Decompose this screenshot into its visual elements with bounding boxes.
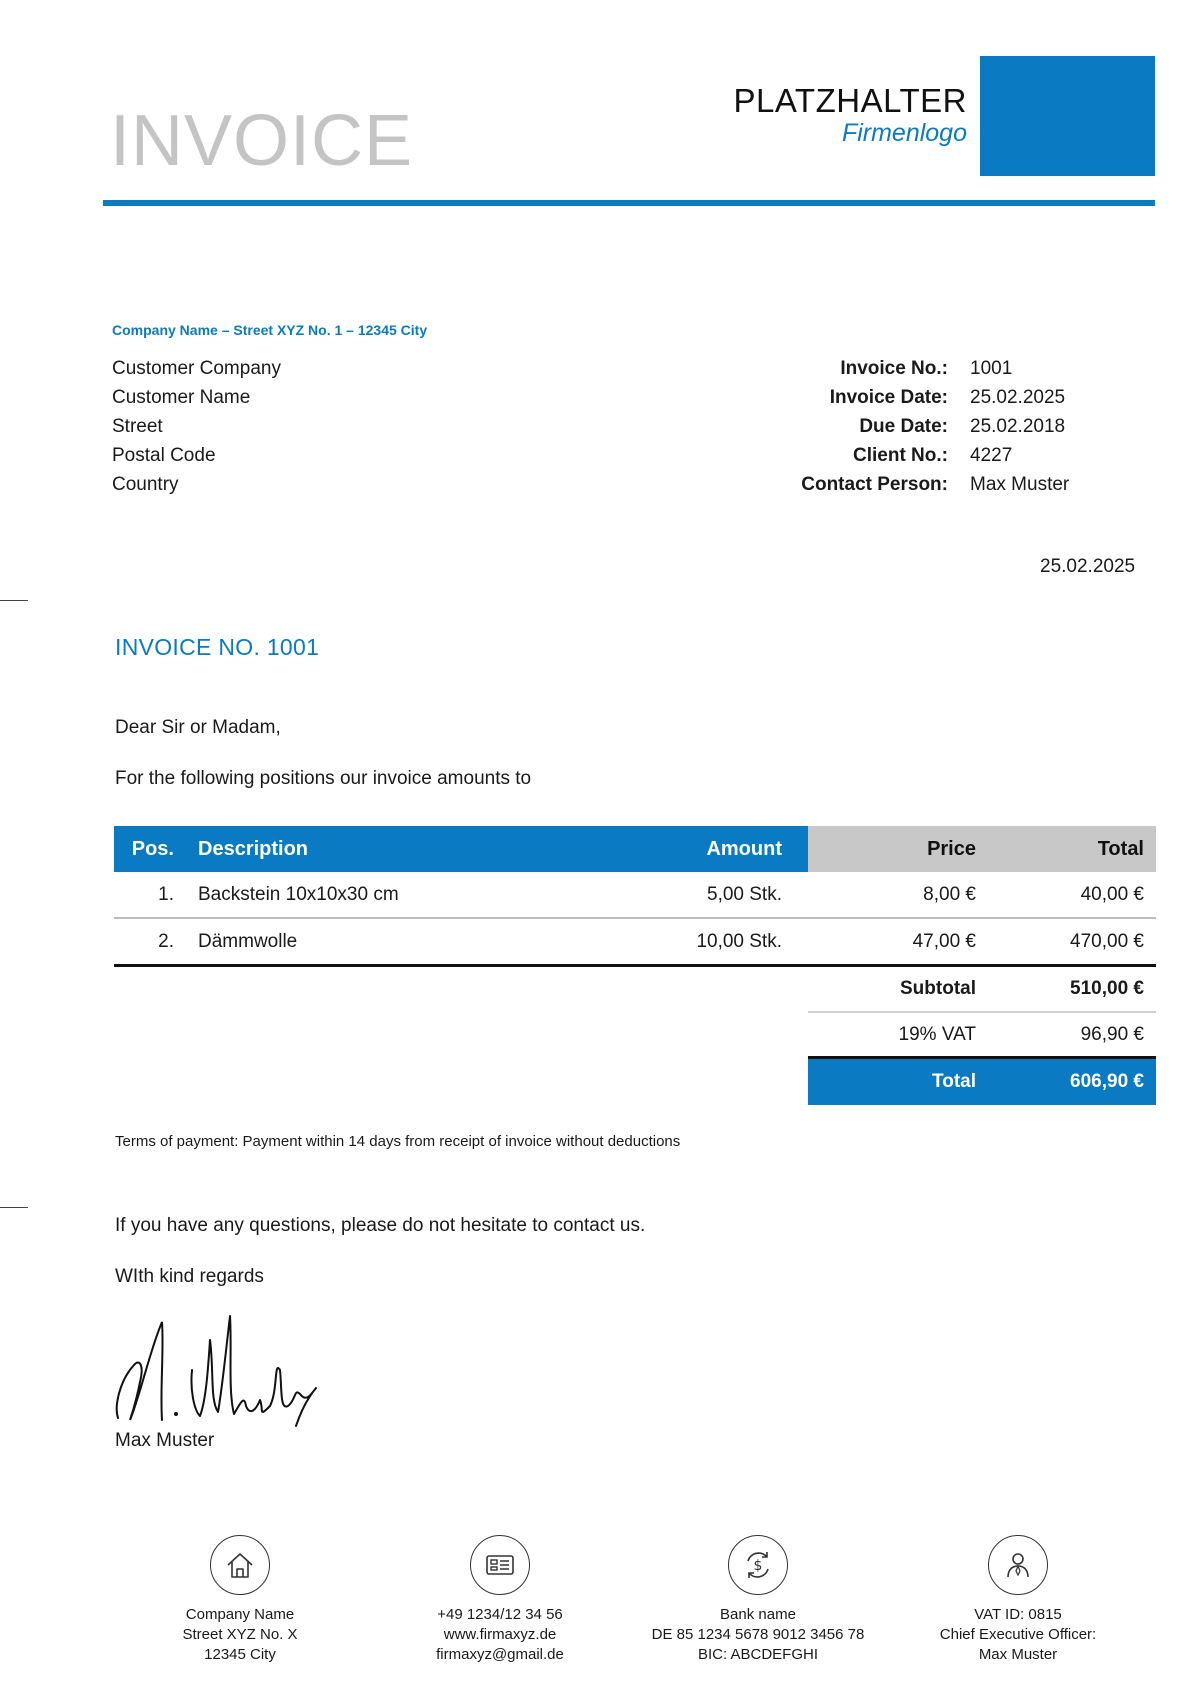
meta-value: 1001 <box>970 358 1013 379</box>
meta-value: 25.02.2025 <box>970 387 1066 408</box>
grand-total-row <box>114 1059 1156 1105</box>
footer-legal <box>888 1535 1148 1665</box>
meta-row-contact-person <box>700 470 1100 499</box>
grand-total-value: 606,90 € <box>1070 1071 1144 1092</box>
meta-label: Invoice Date: <box>829 387 948 408</box>
vat-box <box>808 1013 1156 1059</box>
cell-amount: 5,00 Stk. <box>707 883 782 905</box>
cell-price: 8,00 € <box>923 883 976 905</box>
table-row <box>114 919 1156 967</box>
meta-row-invoice-date <box>700 383 1100 412</box>
footer-contact <box>370 1535 630 1665</box>
closing-regards: WIth kind regards <box>115 1266 264 1287</box>
recipient-postal-code: Postal Code <box>112 445 216 466</box>
cell-price: 47,00 € <box>912 930 976 952</box>
footer-line: 12345 City <box>204 1646 276 1663</box>
svg-text:$: $ <box>753 1558 763 1574</box>
payment-terms: Terms of payment: Payment within 14 days from receipt of invoice without deductions <box>115 1133 681 1150</box>
cell-description: Dämmwolle <box>198 930 298 952</box>
grand-total-box <box>808 1059 1156 1105</box>
cell-total: 470,00 € <box>1070 930 1144 952</box>
footer-line: DE 85 1234 5678 9012 3456 78 <box>651 1626 865 1643</box>
company-logo-text <box>734 84 968 146</box>
vat-row <box>114 1013 1156 1059</box>
footer-line: +49 1234/12 34 56 <box>437 1606 563 1623</box>
person-icon <box>988 1535 1048 1595</box>
meta-label: Client No.: <box>853 445 948 466</box>
items-table <box>114 826 1156 1105</box>
recipient-name: Customer Name <box>112 387 251 408</box>
id-card-icon <box>470 1535 530 1595</box>
letter-date: 25.02.2025 <box>1040 556 1136 577</box>
recipient-street: Street <box>112 416 163 437</box>
invoice-heading: INVOICE <box>110 101 414 181</box>
recipient-country: Country <box>112 474 179 495</box>
footer-line: Max Muster <box>978 1646 1058 1663</box>
footer-line: VAT ID: 0815 <box>974 1606 1062 1623</box>
footer-line: www.firmaxyz.de <box>443 1626 557 1643</box>
column-header-amount: Amount <box>706 837 782 860</box>
meta-value: 25.02.2018 <box>970 416 1066 437</box>
footer-line: Bank name <box>720 1606 796 1623</box>
recipient-address <box>112 354 281 499</box>
money-exchange-icon <box>728 1535 788 1595</box>
recipient-company: Customer Company <box>112 358 281 379</box>
footer-line: Street XYZ No. X <box>182 1626 298 1643</box>
column-header-price: Price <box>927 837 976 860</box>
meta-label: Invoice No.: <box>840 358 948 379</box>
footer-line: firmaxyz@gmail.de <box>436 1646 564 1663</box>
header-rule <box>103 200 1155 206</box>
invoice-meta <box>700 354 1100 499</box>
handwritten-signature <box>110 1310 330 1430</box>
logo-placeholder-block <box>980 56 1155 176</box>
table-header-primary <box>114 826 808 872</box>
footer-line: BIC: ABCDEFGHI <box>697 1646 819 1663</box>
meta-row-due-date <box>700 412 1100 441</box>
invoice-title: INVOICE NO. 1001 <box>115 634 320 660</box>
column-header-pos: Pos. <box>131 837 174 860</box>
column-header-total: Total <box>1097 837 1144 860</box>
sender-address-line: Company Name – Street XYZ No. 1 – 12345 City <box>112 322 428 338</box>
cell-amount: 10,00 Stk. <box>696 930 782 952</box>
meta-row-client-no <box>700 441 1100 470</box>
column-header-description: Description <box>198 837 309 860</box>
cell-total: 40,00 € <box>1080 883 1144 905</box>
meta-value: 4227 <box>970 445 1013 466</box>
footer-company <box>110 1535 370 1665</box>
footer-bank <box>628 1535 888 1665</box>
subtotal-row <box>114 967 1156 1013</box>
logo-line2: Firmenlogo <box>841 119 967 147</box>
meta-row-invoice-no <box>700 354 1100 383</box>
subtotal-value: 510,00 € <box>1070 978 1144 999</box>
subtotal-box <box>808 967 1156 1013</box>
fold-mark <box>0 1207 28 1208</box>
meta-value: Max Muster <box>970 474 1070 495</box>
fold-mark <box>0 600 28 601</box>
cell-description: Backstein 10x10x30 cm <box>198 883 399 905</box>
subtotal-label: Subtotal <box>900 978 976 999</box>
intro-text: For the following positions our invoice amounts to <box>115 768 532 789</box>
table-header-secondary <box>808 826 1156 872</box>
grand-total-label: Total <box>932 1071 976 1092</box>
cell-pos: 2. <box>158 930 174 952</box>
contact-note: If you have any questions, please do not hesitate to contact us. <box>115 1215 646 1236</box>
signer-name: Max Muster <box>115 1430 215 1451</box>
footer-line: Chief Executive Officer: <box>939 1626 1097 1643</box>
logo-line1: PLATZHALTER <box>733 82 967 119</box>
cell-pos: 1. <box>158 883 174 905</box>
salutation: Dear Sir or Madam, <box>115 717 281 738</box>
meta-label: Contact Person: <box>801 474 948 495</box>
footer-line: Company Name <box>185 1606 295 1623</box>
vat-value: 96,90 € <box>1080 1023 1144 1045</box>
vat-label: 19% VAT <box>898 1023 976 1045</box>
house-icon <box>210 1535 270 1595</box>
table-row <box>114 872 1156 919</box>
table-header <box>114 826 1156 872</box>
meta-label: Due Date: <box>859 416 948 437</box>
